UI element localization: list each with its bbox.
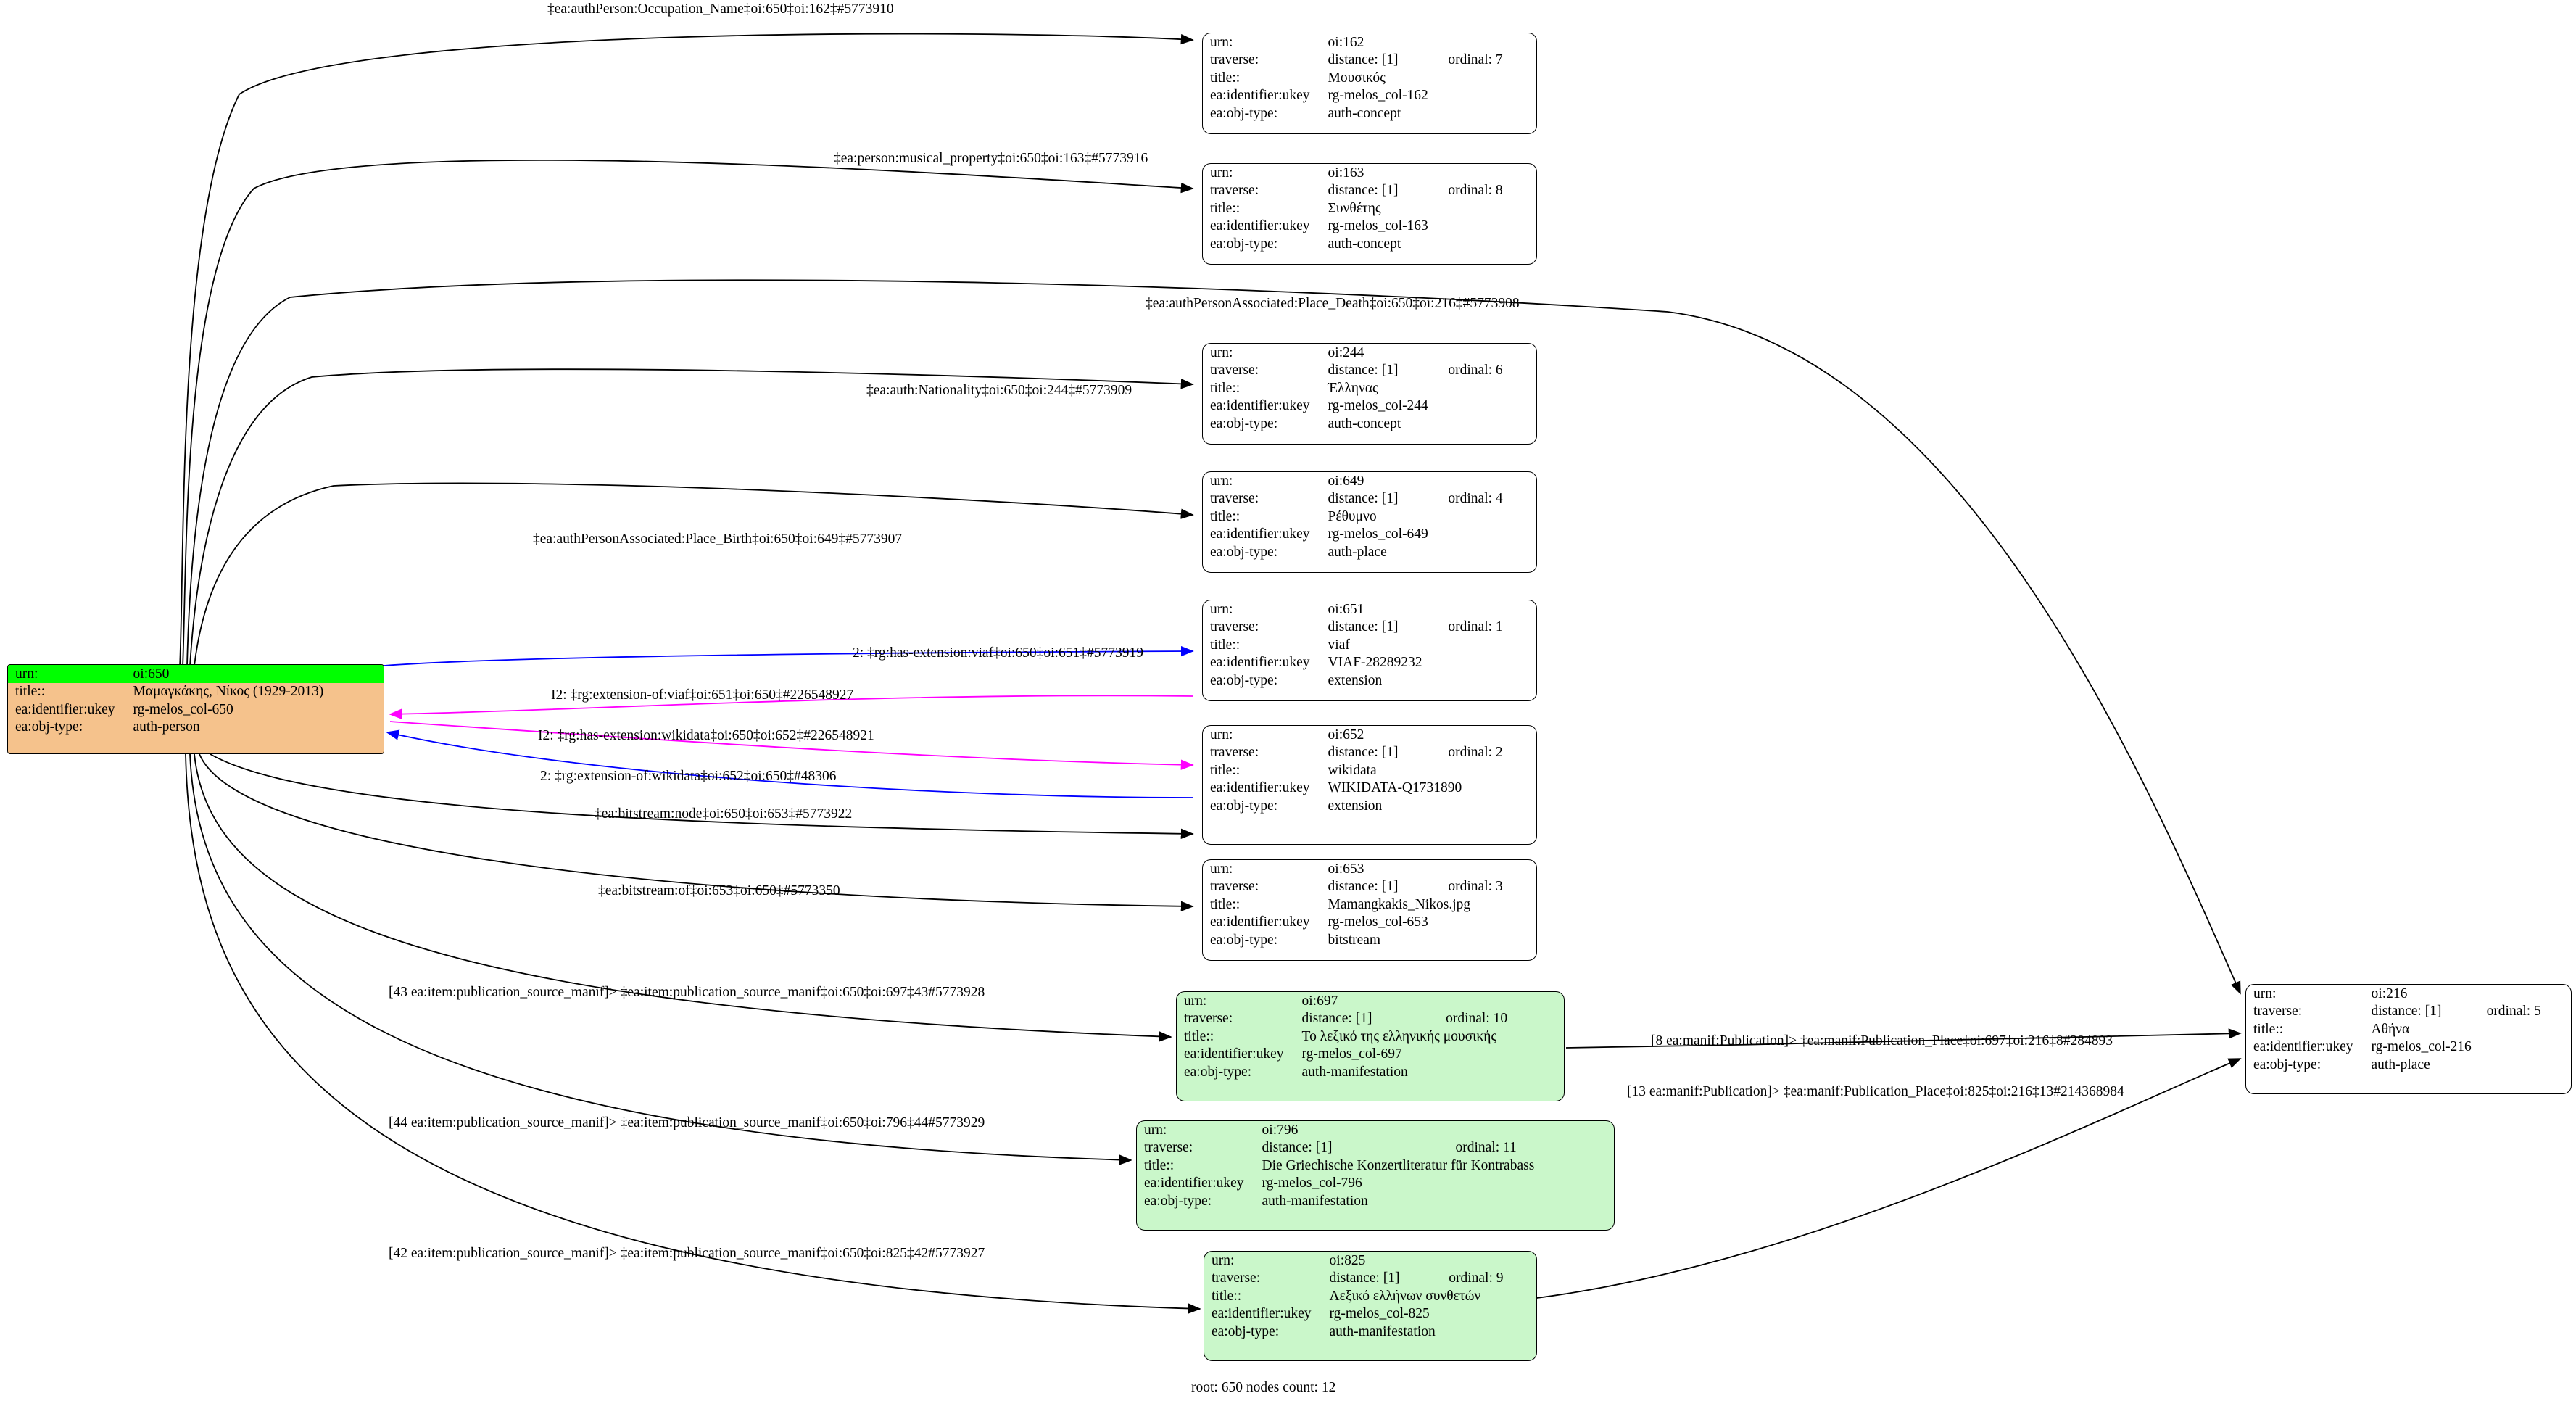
node-697-ukey-key: ea:identifier:ukey: [1184, 1046, 1284, 1062]
edge-label-place-death: ‡ea:authPersonAssociated:Place_Death‡oi:650‡oi:216‡#5773908: [1146, 296, 1520, 311]
node-651-title-value: viaf: [1328, 637, 1350, 653]
node-649-distance: distance: [1]: [1328, 491, 1399, 506]
edge-label-has-extension-wikidata: I2: ‡rg:has-extension:wikidata‡oi:650‡oi:652‡#226548921: [538, 728, 874, 743]
node-653-objtype-key: ea:obj-type:: [1210, 932, 1278, 948]
node-650-ukey-value: rg-melos_col-650: [133, 701, 233, 717]
node-649-title-key: title::: [1210, 508, 1241, 524]
node-244-traverse-key: traverse:: [1210, 363, 1259, 378]
node-697-title-key: title::: [1184, 1028, 1214, 1044]
node-163-title-key: title::: [1210, 200, 1241, 216]
node-244-title-value: Έλληνας: [1328, 380, 1378, 396]
node-649[interactable]: [1202, 471, 1537, 573]
edge-label-manif-pub-place-697: [8 ea:manif:Publication]> ‡ea:manif:Publication_Place‡oi:697‡oi:216‡8#284893: [1651, 1033, 2113, 1049]
node-649-objtype-value: auth-place: [1328, 544, 1387, 560]
node-652-title-value: wikidata: [1328, 762, 1377, 778]
node-162-title-value: Μουσικός: [1328, 70, 1386, 86]
node-653-urn-value: oi:653: [1328, 861, 1364, 877]
node-653-objtype-value: bitstream: [1328, 932, 1381, 948]
node-825-ordinal: ordinal: 9: [1449, 1270, 1504, 1286]
node-652-objtype-value: extension: [1328, 798, 1383, 814]
node-653-ordinal: ordinal: 3: [1448, 879, 1503, 894]
node-650-title-value: Μαμαγκάκης, Νίκος (1929-2013): [133, 684, 324, 699]
node-697-title-value: Το λεξικό της ελληνικής μουσικής: [1301, 1028, 1497, 1044]
node-216-ukey-key: ea:identifier:ukey: [2253, 1039, 2353, 1054]
node-653-traverse-key: traverse:: [1210, 879, 1259, 894]
node-650-objtype-value: auth-person: [133, 719, 200, 735]
node-651-distance: distance: [1]: [1328, 619, 1399, 634]
edge-label-bitstream-of: ‡ea:bitstream:of‡oi:653‡oi:650‡#5773350: [598, 883, 840, 898]
node-649-ordinal: ordinal: 4: [1448, 491, 1503, 506]
node-697-ukey-value: rg-melos_col-697: [1301, 1046, 1402, 1062]
node-697-objtype-value: auth-manifestation: [1301, 1064, 1408, 1080]
edge-label-pub-source-697: [43 ea:item:publication_source_manif]> ‡ea:item:publication_source_manif‡oi:650‡oi:697‡43#5773928: [389, 985, 985, 1000]
node-650-urn-value: oi:650: [120, 665, 384, 683]
node-796-title-key: title::: [1144, 1157, 1175, 1173]
node-649-urn-value: oi:649: [1328, 473, 1364, 489]
node-653[interactable]: [1202, 859, 1537, 961]
node-825-objtype-value: auth-manifestation: [1329, 1323, 1436, 1339]
node-162-ordinal: ordinal: 7: [1448, 52, 1503, 67]
node-697-ordinal: ordinal: 10: [1446, 1011, 1508, 1026]
node-651-title-key: title::: [1210, 637, 1241, 653]
node-651[interactable]: [1202, 600, 1537, 701]
node-649-traverse-key: traverse:: [1210, 491, 1259, 506]
node-650-objtype-key: ea:obj-type:: [15, 719, 83, 735]
node-652-objtype-key: ea:obj-type:: [1210, 798, 1278, 814]
node-216-traverse-key: traverse:: [2253, 1004, 2303, 1019]
node-244-objtype-value: auth-concept: [1328, 415, 1401, 431]
node-244-objtype-key: ea:obj-type:: [1210, 415, 1278, 431]
node-163-traverse-key: traverse:: [1210, 183, 1259, 198]
node-649-urn-key: urn:: [1210, 473, 1233, 489]
node-825-title-key: title::: [1212, 1288, 1242, 1304]
node-651-objtype-value: extension: [1328, 672, 1383, 688]
node-216-urn-key: urn:: [2253, 985, 2277, 1001]
node-796-objtype-key: ea:obj-type:: [1144, 1193, 1212, 1209]
node-649-ukey-key: ea:identifier:ukey: [1210, 526, 1310, 542]
edge-label-pub-source-796: [44 ea:item:publication_source_manif]> ‡ea:item:publication_source_manif‡oi:650‡oi:796‡44#5773929: [389, 1115, 985, 1130]
node-651-urn-key: urn:: [1210, 601, 1233, 617]
edge-label-place-birth: ‡ea:authPersonAssociated:Place_Birth‡oi:650‡oi:649‡#5773907: [533, 532, 903, 547]
node-216-ordinal: ordinal: 5: [2486, 1004, 2541, 1019]
node-649-objtype-key: ea:obj-type:: [1210, 544, 1278, 560]
node-825-urn-value: oi:825: [1329, 1252, 1366, 1268]
node-652-title-key: title::: [1210, 762, 1241, 778]
node-649-title-value: Ρέθυμνο: [1328, 508, 1377, 524]
node-651-objtype-key: ea:obj-type:: [1210, 672, 1278, 688]
node-163-ukey-value: rg-melos_col-163: [1328, 218, 1428, 233]
node-162-objtype-key: ea:obj-type:: [1210, 105, 1278, 121]
node-244-distance: distance: [1]: [1328, 363, 1399, 378]
node-244[interactable]: [1202, 343, 1537, 445]
node-796-title-value: Die Griechische Konzertliteratur für Kontrabass: [1262, 1157, 1535, 1173]
node-697-objtype-key: ea:obj-type:: [1184, 1064, 1252, 1080]
node-697-urn-value: oi:697: [1301, 993, 1338, 1009]
node-652-urn-key: urn:: [1210, 727, 1233, 743]
node-216-distance: distance: [1]: [2371, 1004, 2442, 1019]
node-163-urn-key: urn:: [1210, 165, 1233, 181]
edge-label-occupation: ‡ea:authPerson:Occupation_Name‡oi:650‡oi:162‡#5773910: [547, 1, 894, 17]
node-163-objtype-value: auth-concept: [1328, 236, 1401, 252]
edge-label-manif-pub-place-825: [13 ea:manif:Publication]> ‡ea:manif:Publication_Place‡oi:825‡oi:216‡13#214368984: [1627, 1084, 2124, 1099]
node-825-distance: distance: [1]: [1329, 1270, 1400, 1286]
node-697-urn-key: urn:: [1184, 993, 1207, 1009]
node-216[interactable]: [2245, 984, 2572, 1094]
node-652-distance: distance: [1]: [1328, 745, 1399, 760]
node-697-traverse-key: traverse:: [1184, 1011, 1233, 1026]
graph-footer: root: 650 nodes count: 12: [1191, 1380, 1336, 1395]
edge-label-bitstream-node: ‡ea:bitstream:node‡oi:650‡oi:653‡#5773922: [595, 806, 853, 822]
node-653-distance: distance: [1]: [1328, 879, 1399, 894]
node-163[interactable]: [1202, 163, 1537, 265]
node-796-traverse-key: traverse:: [1144, 1140, 1193, 1155]
node-216-ukey-value: rg-melos_col-216: [2371, 1039, 2472, 1054]
node-652-urn-value: oi:652: [1328, 727, 1364, 743]
node-244-ukey-key: ea:identifier:ukey: [1210, 398, 1310, 413]
node-162-ukey-key: ea:identifier:ukey: [1210, 88, 1310, 103]
node-162-ukey-value: rg-melos_col-162: [1328, 88, 1428, 103]
node-244-urn-value: oi:244: [1328, 344, 1364, 360]
node-825-ukey-value: rg-melos_col-825: [1329, 1306, 1430, 1321]
node-796-urn-key: urn:: [1144, 1122, 1167, 1138]
node-163-ukey-key: ea:identifier:ukey: [1210, 218, 1310, 233]
node-244-ukey-value: rg-melos_col-244: [1328, 398, 1428, 413]
node-825-title-value: Λεξικό ελλήνων συνθετών: [1329, 1288, 1481, 1304]
node-162-objtype-value: auth-concept: [1328, 105, 1401, 121]
node-825[interactable]: [1204, 1251, 1537, 1361]
node-651-traverse-key: traverse:: [1210, 619, 1259, 634]
node-653-ukey-value: rg-melos_col-653: [1328, 914, 1428, 930]
node-163-urn-value: oi:163: [1328, 165, 1364, 181]
node-162-title-key: title::: [1210, 70, 1241, 86]
node-163-distance: distance: [1]: [1328, 183, 1399, 198]
node-162-traverse-key: traverse:: [1210, 52, 1259, 67]
node-796-ordinal: ordinal: 11: [1455, 1140, 1517, 1155]
node-652-ordinal: ordinal: 2: [1448, 745, 1503, 760]
node-216-objtype-value: auth-place: [2371, 1057, 2430, 1072]
node-796[interactable]: [1136, 1120, 1615, 1231]
node-825-urn-key: urn:: [1212, 1252, 1235, 1268]
edge-label-extension-of-wikidata: 2: ‡rg:extension-of:wikidata‡oi:652‡oi:650‡#48306: [540, 769, 837, 784]
edge-label-has-extension-viaf: 2: ‡rg:has-extension:viaf‡oi:650‡oi:651‡#5773919: [853, 645, 1143, 661]
node-244-urn-key: urn:: [1210, 344, 1233, 360]
node-162-distance: distance: [1]: [1328, 52, 1399, 67]
node-216-urn-value: oi:216: [2371, 985, 2408, 1001]
node-653-urn-key: urn:: [1210, 861, 1233, 877]
node-216-objtype-key: ea:obj-type:: [2253, 1057, 2322, 1072]
node-652[interactable]: [1202, 725, 1537, 845]
node-651-ordinal: ordinal: 1: [1448, 619, 1503, 634]
node-244-title-key: title::: [1210, 380, 1241, 396]
node-652-traverse-key: traverse:: [1210, 745, 1259, 760]
node-244-ordinal: ordinal: 6: [1448, 363, 1503, 378]
node-649-ukey-value: rg-melos_col-649: [1328, 526, 1428, 542]
node-651-urn-value: oi:651: [1328, 601, 1364, 617]
node-796-distance: distance: [1]: [1262, 1140, 1333, 1155]
node-796-objtype-value: auth-manifestation: [1262, 1193, 1368, 1209]
node-162-urn-value: oi:162: [1328, 34, 1364, 50]
node-653-ukey-key: ea:identifier:ukey: [1210, 914, 1310, 930]
node-163-objtype-key: ea:obj-type:: [1210, 236, 1278, 252]
node-652-ukey-key: ea:identifier:ukey: [1210, 780, 1310, 795]
node-825-objtype-key: ea:obj-type:: [1212, 1323, 1280, 1339]
node-796-ukey-value: rg-melos_col-796: [1262, 1175, 1362, 1191]
node-653-title-key: title::: [1210, 896, 1241, 912]
node-650-root[interactable]: [7, 664, 384, 754]
node-697-distance: distance: [1]: [1301, 1011, 1372, 1026]
node-162[interactable]: [1202, 33, 1537, 134]
node-216-title-key: title::: [2253, 1021, 2284, 1037]
node-825-ukey-key: ea:identifier:ukey: [1212, 1306, 1312, 1321]
node-651-ukey-value: VIAF-28289232: [1328, 655, 1422, 670]
node-825-traverse-key: traverse:: [1212, 1270, 1261, 1286]
node-162-urn-key: urn:: [1210, 34, 1233, 50]
node-651-ukey-key: ea:identifier:ukey: [1210, 655, 1310, 670]
node-163-title-value: Συνθέτης: [1328, 200, 1381, 216]
edge-label-nationality: ‡ea:auth:Nationality‡oi:650‡oi:244‡#5773909: [866, 383, 1132, 398]
node-163-ordinal: ordinal: 8: [1448, 183, 1503, 198]
node-216-title-value: Αθήνα: [2371, 1021, 2410, 1037]
edge-label-musical-property: ‡ea:person:musical_property‡oi:650‡oi:163‡#5773916: [834, 151, 1148, 166]
node-650-ukey-key: ea:identifier:ukey: [15, 701, 115, 717]
node-697[interactable]: [1176, 991, 1565, 1101]
node-650-urn-key: urn:: [8, 665, 120, 683]
edge-label-pub-source-825: [42 ea:item:publication_source_manif]> ‡ea:item:publication_source_manif‡oi:650‡oi:825‡42#5773927: [389, 1246, 985, 1261]
edge-label-extension-of-viaf: I2: ‡rg:extension-of:viaf‡oi:651‡oi:650‡#226548927: [551, 687, 854, 703]
node-653-title-value: Mamangkakis_Nikos.jpg: [1328, 896, 1471, 912]
node-796-ukey-key: ea:identifier:ukey: [1144, 1175, 1244, 1191]
node-652-ukey-value: WIKIDATA-Q1731890: [1328, 780, 1462, 795]
node-650-title-key: title::: [15, 684, 46, 699]
node-796-urn-value: oi:796: [1262, 1122, 1299, 1138]
